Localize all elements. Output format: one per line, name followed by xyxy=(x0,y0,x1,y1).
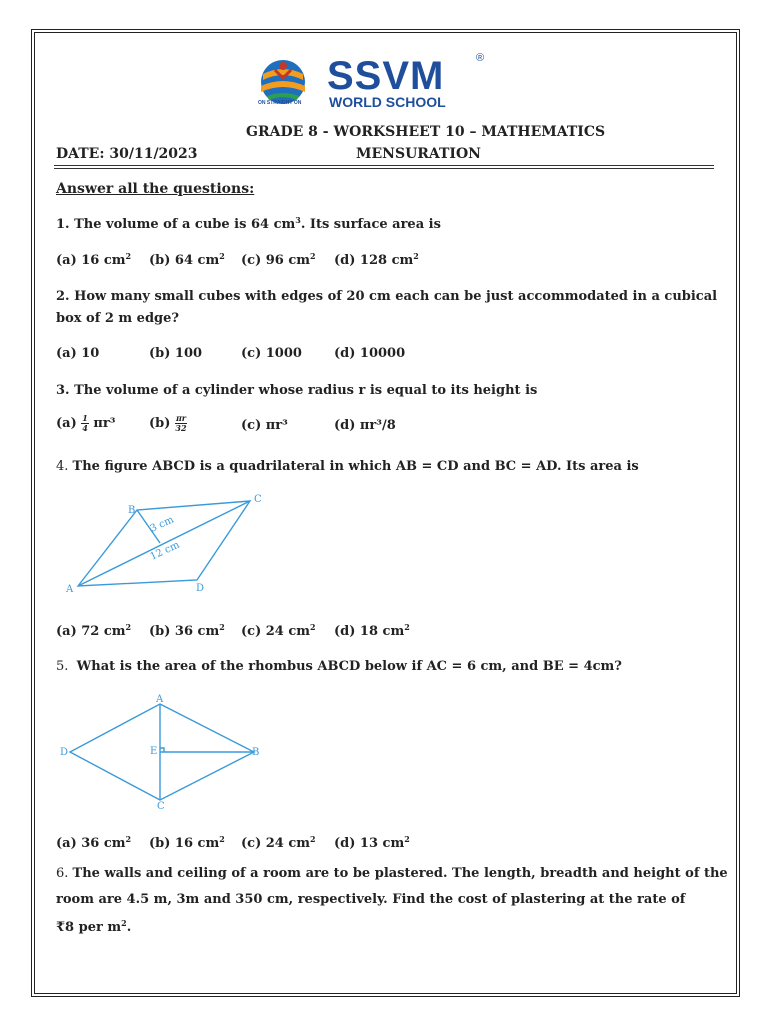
question-6-line1: 6. The walls and ceiling of a room are to be plastered. The length, breadth and height of the xyxy=(56,866,728,881)
q5-option-c: (c) 24 $cm^2$ xyxy=(241,834,316,851)
q5-option-b: (b) 16 $cm^2$ xyxy=(149,834,225,851)
fig5-label-e: E xyxy=(150,746,158,757)
rhombus-figure xyxy=(56,694,276,810)
q1-option-d: (d) 128 $cm^2$ xyxy=(334,251,419,268)
question-3: 3. The volume of a cylinder whose radius r is equal to its height is xyxy=(56,383,538,398)
question-1: 1. The volume of a cube is 64 $cm^3$. Its surface area is xyxy=(56,215,441,232)
worksheet-topic: MENSURATION xyxy=(356,146,481,162)
fig4-label-b: B xyxy=(128,505,136,516)
q1-option-a: (a) 16 $cm^2$ xyxy=(56,251,132,268)
fig4-label-c: C xyxy=(254,494,262,505)
fig5-label-a: A xyxy=(156,694,164,705)
quadrilateral-figure xyxy=(64,488,274,598)
instructions: Answer all the questions: xyxy=(56,181,255,197)
q3-option-b: (b) $\frac{\pi r}{32}$ xyxy=(149,413,187,433)
fig4-diagonal-label: 12 cm xyxy=(148,539,182,563)
question-2-line1: 2. How many small cubes with edges of 20 cm each can be just accommodated in a cubical xyxy=(56,289,718,304)
logo-brand: SSVM xyxy=(327,54,445,98)
q1-option-b: (b) 64 $cm^2$ xyxy=(149,251,225,268)
q3-option-d: (d) πr³/8 xyxy=(334,418,396,433)
worksheet-title: GRADE 8 - WORKSHEET 10 – MATHEMATICS xyxy=(246,124,606,140)
fig5-label-d: D xyxy=(60,747,69,758)
fig5-label-b: B xyxy=(252,747,260,758)
q2-option-b: (b) 100 xyxy=(149,346,203,361)
q4-option-a: (a) 72 $cm^2$ xyxy=(56,622,132,639)
question-5: 5. What is the area of the rhombus ABCD below if AC = 6 cm, and BE = 4cm? xyxy=(56,659,622,674)
question-2-line2: box of 2 m edge? xyxy=(56,311,180,326)
q3-option-a: (a) $\frac{1}{4}$ πr³ xyxy=(56,413,116,433)
q3-option-c: (c) πr³ xyxy=(241,418,288,433)
header-divider-top xyxy=(54,165,714,166)
logo-tagline: ON STRAIGHT ON xyxy=(258,100,302,106)
q4-option-d: (d) 18 $cm^2$ xyxy=(334,622,410,639)
q1-option-c: (c) 96 $cm^2$ xyxy=(241,251,316,268)
q2-option-d: (d) 10000 xyxy=(334,346,406,361)
q4-option-c: (c) 24 $cm^2$ xyxy=(241,622,316,639)
question-4: 4. The figure ABCD is a quadrilateral in which AB = CD and BC = AD. Its area is xyxy=(56,459,639,474)
worksheet-date: DATE: 30/11/2023 xyxy=(56,146,198,162)
question-6-line2: room are 4.5 m, 3m and 350 cm, respectively. Find the cost of plastering at the rate of xyxy=(56,892,686,907)
logo-registered: ® xyxy=(476,52,485,64)
q2-option-c: (c) 1000 xyxy=(241,346,302,361)
header-divider-bottom xyxy=(54,168,714,169)
fig4-label-d: D xyxy=(196,583,205,594)
question-6-line3: ₹8 per $m^2$. xyxy=(56,918,132,935)
q5-option-d: (d) 13 $cm^2$ xyxy=(334,834,410,851)
q5-option-a: (a) 36 $cm^2$ xyxy=(56,834,132,851)
fig5-label-c: C xyxy=(157,801,165,810)
q4-option-b: (b) 36 $cm^2$ xyxy=(149,622,225,639)
fig4-label-a: A xyxy=(66,584,74,595)
fig4-height-label: 3 cm xyxy=(148,514,176,535)
q2-option-a: (a) 10 xyxy=(56,346,100,361)
logo-subtitle: WORLD SCHOOL xyxy=(329,94,446,110)
